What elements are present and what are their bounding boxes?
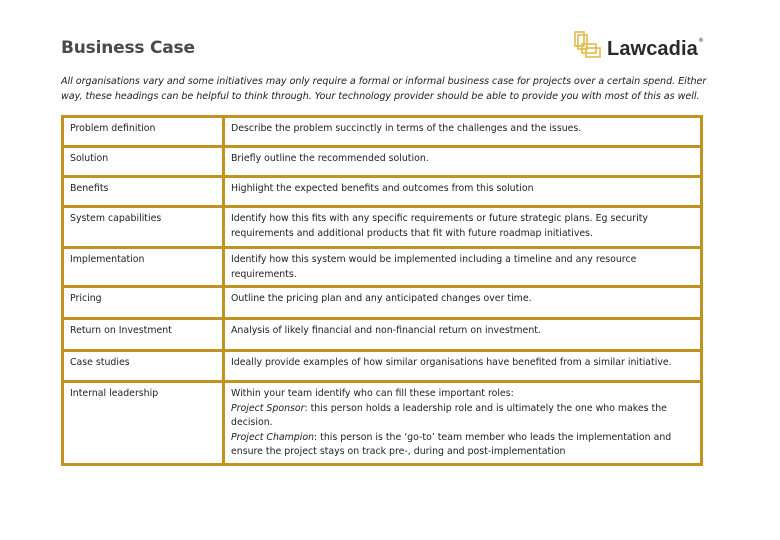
logo-wordmark: Lawcadia® <box>607 37 704 60</box>
table-row <box>63 351 702 382</box>
role-project-champion <box>231 431 694 460</box>
row-description <box>224 382 702 465</box>
row-heading: Problem definition <box>63 117 224 147</box>
table-row <box>63 287 702 319</box>
row-heading: Implementation <box>63 248 224 287</box>
row-description: Analysis of likely financial and non-financial return on investment. <box>224 319 702 351</box>
row-heading: Return on Investment <box>63 319 224 351</box>
lawcadia-logo <box>574 29 703 63</box>
registered-mark: ® <box>698 37 704 44</box>
role-project-sponsor <box>231 402 694 431</box>
table-row <box>63 177 702 207</box>
business-case-table <box>61 115 703 466</box>
row-heading: System capabilities <box>63 207 224 248</box>
role-text: : this person is the ‘go-to’ team member who leads the implementation and ensure the project stays on track pre-, during and post-implementation <box>231 431 672 457</box>
row-description: Identify how this fits with any specific requirements or future strategic plans. Eg security requirements and additional products that fit with future roadmap initiatives. <box>224 207 702 248</box>
table-row <box>63 382 702 465</box>
row-description: Briefly outline the recommended solution. <box>224 147 702 177</box>
table-row <box>63 319 702 351</box>
row-description: Highlight the expected benefits and outcomes from this solution <box>224 177 702 207</box>
table-row <box>63 207 702 248</box>
row-description: Outline the pricing plan and any anticipated changes over time. <box>224 287 702 319</box>
table-row <box>63 147 702 177</box>
role-text: : this person holds a leadership role and is ultimately the one who makes the decision. <box>231 402 667 428</box>
interlocking-squares-logo-icon <box>574 31 604 61</box>
intro-paragraph: All organisations vary and some initiatives may only require a formal or informal business case for projects over a certain spend. Either way, these headings can be helpful to think through. Your technology provider should be able to provide you with most of this as well. <box>61 76 707 102</box>
roles-intro: Within your team identify who can fill these important roles: <box>231 388 514 399</box>
table-row <box>63 117 702 147</box>
row-heading: Solution <box>63 147 224 177</box>
row-description: Ideally provide examples of how similar organisations have benefited from a similar initiative. <box>224 351 702 382</box>
row-heading: Pricing <box>63 287 224 319</box>
role-name: Project Champion <box>231 431 315 443</box>
row-description: Identify how this system would be implemented including a timeline and any resource requirements. <box>224 248 702 287</box>
row-heading: Case studies <box>63 351 224 382</box>
row-heading: Benefits <box>63 177 224 207</box>
page-title: Business Case <box>61 38 195 58</box>
table-row <box>63 248 702 287</box>
row-heading: Internal leadership <box>63 382 224 465</box>
row-description: Describe the problem succinctly in terms of the challenges and the issues. <box>224 117 702 147</box>
role-name: Project Sponsor <box>231 402 305 414</box>
